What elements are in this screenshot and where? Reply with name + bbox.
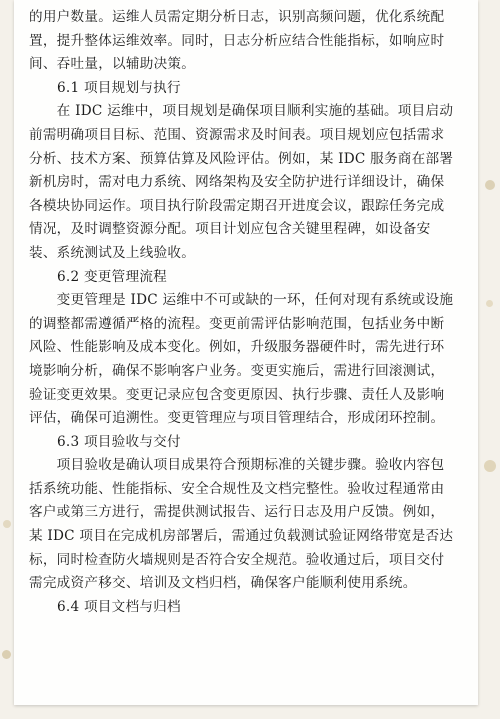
body-line: 分析、技术方案、预算估算及风险评估。例如，某 IDC 服务商在部署 [29, 150, 454, 167]
body-line: 情况，及时调整资源分配。项目计划应包含关键里程碑，如设备安 [29, 221, 431, 238]
body-line: 需完成资产移交、培训及文档归档，确保客户能顺利使用系统。 [29, 575, 417, 592]
section-heading-6-3: 6.3 项目验收与交付 [57, 433, 181, 450]
body-line: 变更管理是 IDC 运维中不可或缺的一环，任何对现有系统或设施 [29, 292, 454, 309]
body-line: 客户或第三方进行，需提供测试报告、运行日志及用户反馈。例如， [29, 504, 445, 521]
body-line: 置，提升整体运维效率。同时，日志分析应结合性能指标，如响应时 [29, 32, 445, 49]
body-line: 某 IDC 项目在完成机房部署后，需通过负载测试验证网络带宽是否达 [29, 528, 454, 545]
decor-dot [486, 300, 493, 307]
body-line: 的用户数量。运维人员需定期分析日志，识别高频问题，优化系统配 [29, 9, 445, 25]
body-line: 风险、性能影响及成本变化。例如，升级服务器硬件时，需先进行环 [29, 339, 445, 356]
body-line: 装、系统测试及上线验收。 [29, 244, 196, 261]
document-body [29, 6, 467, 619]
body-line: 间、吞吐量，以辅助决策。 [29, 56, 196, 73]
body-line: 评估，确保可追溯性。变更管理应与项目管理结合，形成闭环控制。 [29, 410, 445, 427]
body-line: 项目验收是确认项目成果符合预期标准的关键步骤。验收内容包 [29, 457, 445, 474]
section-heading-6-1: 6.1 项目规划与执行 [57, 79, 181, 96]
section-heading-6-4: 6.4 项目文档与归档 [57, 598, 181, 615]
body-line: 验证变更效果。变更记录应包含变更原因、执行步骤、责任人及影响 [29, 386, 445, 403]
body-line: 前需明确项目目标、范围、资源需求及时间表。项目规划应包括需求 [29, 126, 445, 143]
body-line: 各模块协同运作。项目执行阶段需定期召开进度会议，跟踪任务完成 [29, 197, 445, 214]
body-line: 括系统功能、性能指标、安全合规性及文档完整性。验收过程通常由 [29, 480, 445, 497]
body-line: 境影响分析，确保不影响客户业务。变更实施后，需进行回滚测试， [29, 362, 445, 379]
body-line: 标，同时检查防火墙规则是否符合安全规范。验收通过后，项目交付 [29, 551, 445, 568]
body-line: 的调整都需遵循严格的流程。变更前需评估影响范围，包括业务中断 [29, 315, 445, 332]
section-heading-6-2: 6.2 变更管理流程 [57, 268, 168, 285]
body-line: 新机房时，需对电力系统、网络架构及安全防护进行详细设计，确保 [29, 174, 445, 191]
decor-dot [485, 180, 495, 190]
decor-dot [484, 460, 496, 472]
body-line: 在 IDC 运维中，项目规划是确保项目顺利实施的基础。项目启动 [29, 103, 454, 120]
decor-dot [2, 650, 11, 659]
decor-dot [3, 520, 11, 528]
